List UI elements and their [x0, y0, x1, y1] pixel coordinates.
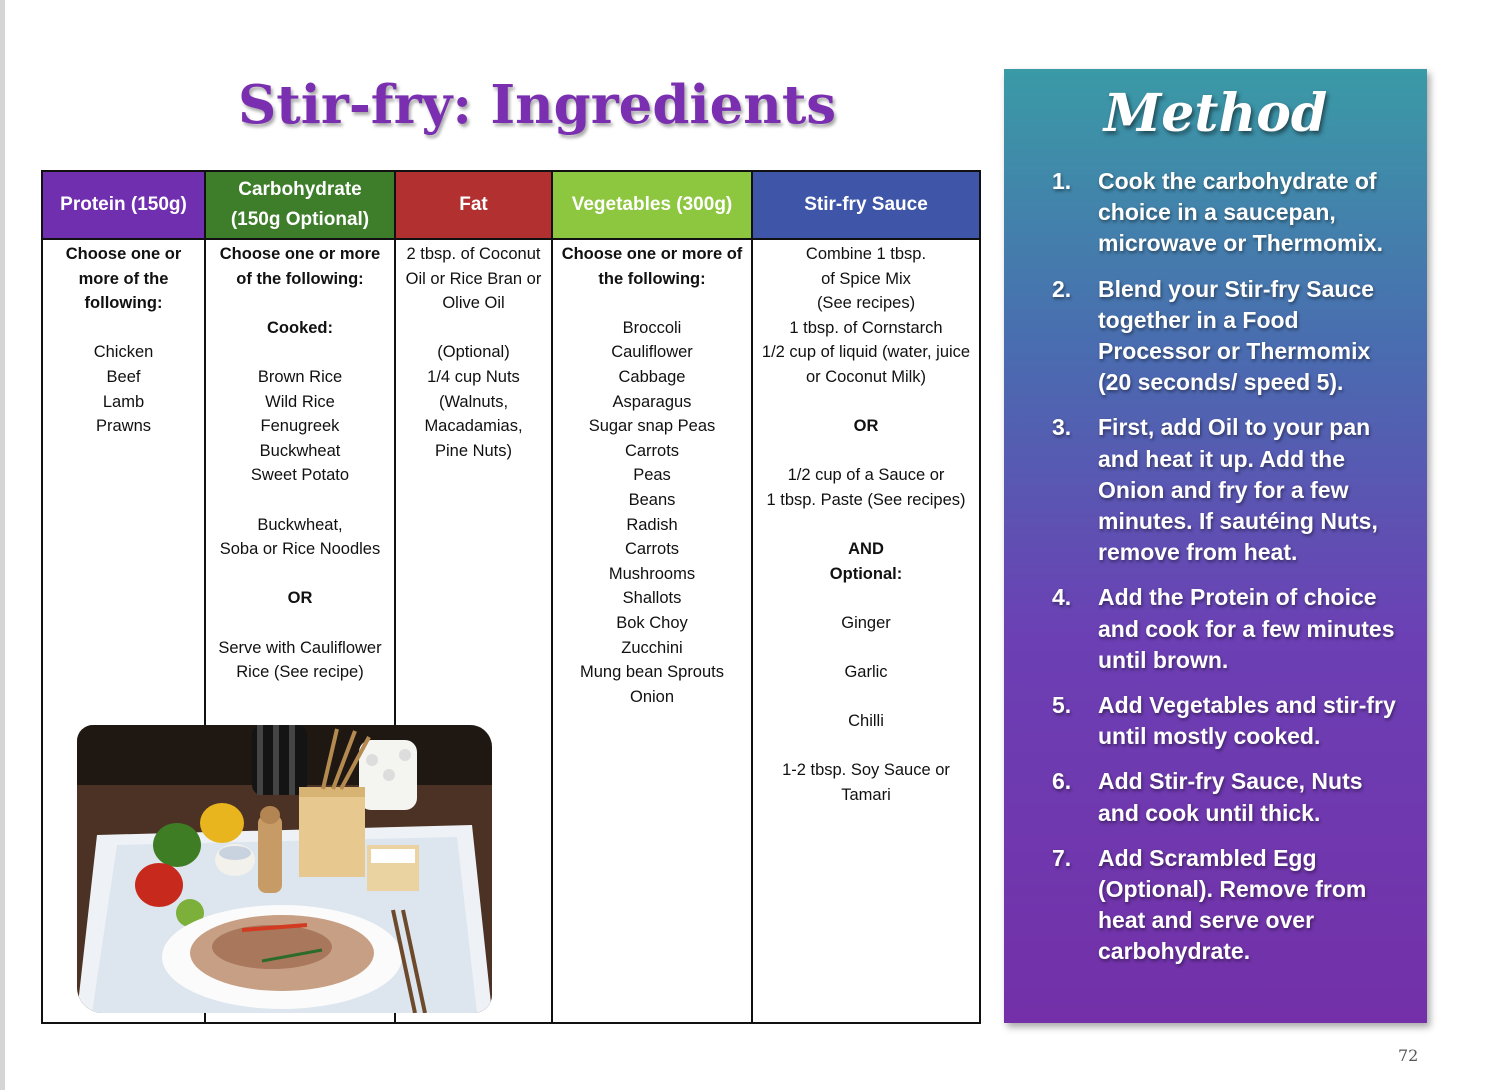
page-title: Stir-fry: Ingredients [238, 74, 837, 136]
step-number: 5. [1052, 692, 1072, 719]
cell-line [753, 586, 979, 611]
cell-line: OR [287, 589, 313, 608]
cell-line: Tamari [841, 786, 891, 805]
cell-line: Prawns [95, 417, 152, 436]
cell-line: Choose one or more [219, 245, 381, 263]
step-number: 7. [1052, 844, 1072, 871]
column-stir-fry-sauce [753, 172, 979, 1022]
cell-line: Choose one or [65, 245, 182, 263]
cell-line: (Walnuts, [438, 392, 509, 411]
cell-line: Cooked: [267, 318, 333, 337]
cell-line [753, 685, 979, 710]
cell-line: Zucchini [621, 638, 683, 657]
cell-line: Soba or Rice Noodles [219, 540, 381, 559]
cell-line: Beans [628, 490, 676, 509]
column-header: Vegetables (300g) [553, 172, 751, 240]
cell-line [753, 636, 979, 661]
cell-line: Chicken [93, 343, 154, 362]
cell-line: Combine 1 tbsp. [805, 245, 927, 263]
cell-line: Serve with Cauliflower [218, 638, 382, 657]
stir-fry-photo-illustration [77, 725, 492, 1013]
cell-line: Optional: [829, 564, 903, 583]
cell-line: Choose one or more of [561, 245, 743, 263]
cell-line: Cauliflower [611, 343, 693, 362]
cell-line: Macadamias, [424, 417, 523, 436]
method-steps [1004, 166, 1427, 982]
cell-line: more of the [78, 269, 169, 288]
cell-line: Peas [633, 466, 671, 485]
step-number: 4. [1052, 584, 1072, 611]
cell-line: Onion [629, 687, 675, 706]
column-header: Fat [396, 172, 551, 240]
cell-line: Rice (See recipe) [236, 663, 364, 682]
cell-line: (See recipes) [816, 294, 916, 313]
cell-line [206, 562, 394, 587]
cell-line: Chilli [848, 712, 884, 731]
cell-line: Ginger [841, 613, 891, 632]
cell-line: Bok Choy [616, 613, 688, 632]
method-step [1004, 412, 1427, 568]
cell-line: Fenugreek [260, 417, 340, 436]
cell-line [753, 513, 979, 538]
cell-line: 1/4 cup Nuts [427, 367, 520, 386]
column-body [753, 240, 979, 808]
cell-line: Garlic [844, 663, 888, 682]
cell-line [43, 316, 204, 341]
cell-line: Shallots [622, 589, 682, 608]
step-number: 2. [1052, 275, 1072, 302]
cell-line: Sweet Potato [250, 466, 350, 485]
cell-line [753, 390, 979, 415]
cell-line: or Coconut Milk) [805, 367, 927, 386]
step-number: 1. [1052, 168, 1072, 194]
step-text: Add the Protein of choice and cook for a few minutes until brown. [1098, 584, 1395, 673]
method-panel [1004, 69, 1427, 1023]
column-header: Stir-fry Sauce [753, 172, 979, 240]
cell-line: 1 tbsp. Paste (See recipes) [766, 490, 966, 509]
method-step [1004, 274, 1427, 399]
cell-line: Olive Oil [442, 294, 505, 313]
method-step [1004, 766, 1427, 828]
method-step [1004, 582, 1427, 676]
cell-line: following: [84, 294, 163, 313]
step-text: Blend your Stir-fry Sauce together in a Food Processor or Thermomix (20 seconds/ speed 5). [1098, 275, 1375, 396]
cell-line [553, 291, 751, 316]
cell-line [753, 734, 979, 759]
step-text: First, add Oil to your pan and heat it up. Add the Onion and fry for a few minutes. If sautéing Nuts, remove from heat. [1098, 414, 1378, 566]
cell-line: of the following: [236, 269, 364, 288]
cell-line [396, 316, 551, 341]
cell-line: Wild Rice [265, 392, 335, 411]
step-text: Add Vegetables and stir-fry until mostly cooked. [1098, 692, 1396, 750]
cell-line: Carrots [624, 540, 680, 559]
column-body [43, 240, 204, 439]
cell-line [206, 340, 394, 365]
column-header: Protein (150g) [43, 172, 204, 240]
method-title: Method [1103, 83, 1328, 144]
method-step [1004, 843, 1427, 968]
cell-line: 1-2 tbsp. Soy Sauce or [782, 761, 950, 780]
cell-line: Lamb [102, 392, 145, 411]
cell-line: Carrots [624, 441, 680, 460]
cell-line [753, 439, 979, 464]
cell-line: of Spice Mix [821, 269, 911, 288]
page-edge [0, 0, 5, 1090]
cell-line: AND [848, 540, 884, 559]
step-number: 3. [1052, 414, 1072, 441]
step-text: Cook the carbohydrate of choice in a saucepan, microwave or Thermomix. [1098, 168, 1384, 257]
cell-line: Sugar snap Peas [588, 417, 716, 436]
cell-line: Cabbage [618, 367, 686, 386]
cell-line: 1 tbsp. of Cornstarch [789, 318, 943, 337]
cell-line: Mung bean Sprouts [579, 663, 724, 682]
cell-line: the following: [598, 269, 706, 288]
cell-line: Asparagus [612, 392, 692, 411]
cell-line: Brown Rice [257, 367, 343, 386]
cell-line: Oil or Rice Bran or [405, 269, 542, 288]
column-vegetables [553, 172, 753, 1022]
cell-line: Pine Nuts) [434, 441, 513, 460]
cell-line: Buckwheat, [257, 515, 343, 534]
method-step [1004, 166, 1427, 260]
column-body [553, 240, 751, 709]
stir-fry-photo [77, 725, 492, 1013]
cell-line: 2 tbsp. of Coconut [406, 245, 541, 263]
cell-line: Broccoli [622, 318, 682, 337]
cell-line: OR [853, 417, 879, 436]
step-text: Add Stir-fry Sauce, Nuts and cook until thick. [1098, 768, 1363, 826]
cell-line [206, 291, 394, 316]
cell-line [206, 488, 394, 513]
column-body [206, 240, 394, 685]
cell-line: 1/2 cup of a Sauce or [787, 466, 945, 485]
method-step [1004, 690, 1427, 752]
step-text: Add Scrambled Egg (Optional). Remove from heat and serve over carbohydrate. [1098, 844, 1367, 965]
cell-line: Beef [106, 367, 141, 386]
cell-line: Buckwheat [259, 441, 341, 460]
page-number: 72 [1398, 1046, 1419, 1065]
cell-line [206, 611, 394, 636]
cell-line: Mushrooms [608, 564, 696, 583]
cell-line: Radish [626, 515, 678, 534]
cell-line: (Optional) [437, 343, 510, 362]
step-number: 6. [1052, 768, 1072, 795]
cell-line: 1/2 cup of liquid (water, juice [761, 343, 971, 362]
column-header: Carbohydrate (150g Optional) [206, 172, 394, 240]
column-body [396, 240, 551, 463]
